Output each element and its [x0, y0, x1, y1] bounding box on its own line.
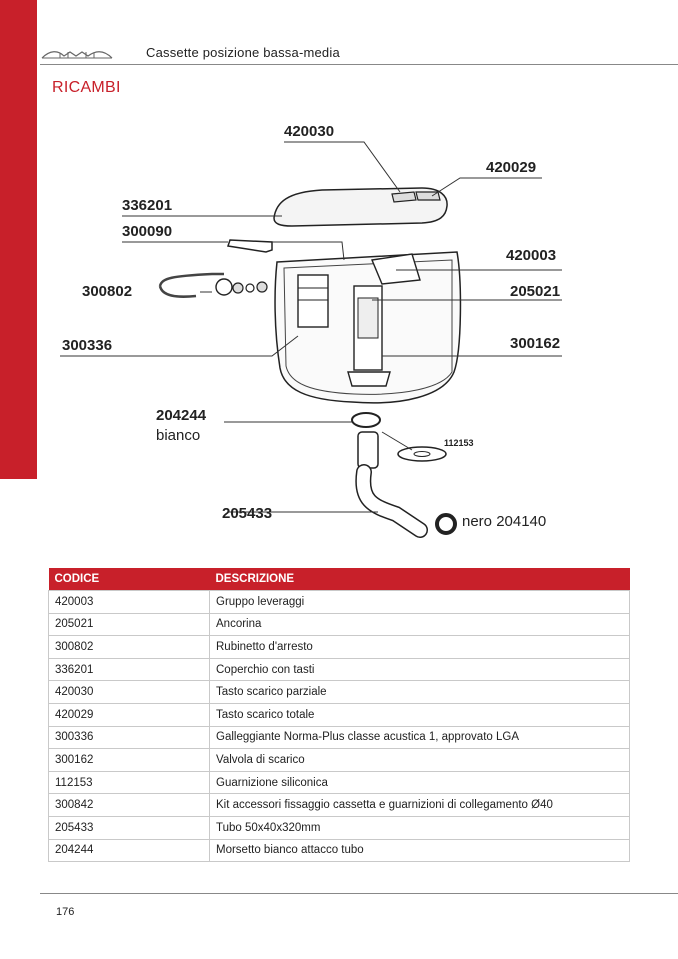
- table-row: [49, 794, 630, 817]
- table-row: [49, 591, 630, 614]
- black-ring-part: [437, 515, 455, 533]
- code-cell: 112153: [49, 771, 210, 794]
- code-cell: 300802: [49, 636, 210, 659]
- parts-table: [48, 568, 630, 862]
- code-cell: 300336: [49, 726, 210, 749]
- label-204140: nero 204140: [462, 513, 547, 530]
- label-205021: 205021: [510, 283, 561, 300]
- label-336201: 336201: [122, 197, 173, 214]
- code-cell: 420029: [49, 703, 210, 726]
- section-title: RICAMBI: [52, 79, 121, 96]
- code-cell: 204244: [49, 839, 210, 862]
- header-title: Cassette posizione bassa-media: [146, 45, 340, 60]
- label-420003: 420003: [506, 247, 557, 264]
- description-cell: Guarnizione siliconica: [210, 771, 630, 794]
- column-header-description: DESCRIZIONE: [210, 568, 630, 591]
- table-row: [49, 658, 630, 681]
- label-204244: 204244: [156, 407, 207, 424]
- description-cell: Tasto scarico totale: [210, 703, 630, 726]
- header-divider: [40, 64, 678, 65]
- code-cell: 420003: [49, 591, 210, 614]
- table-row: [49, 816, 630, 839]
- side-accent-bar: [0, 0, 37, 479]
- lever-clip-part: [228, 240, 272, 252]
- label-112153: 112153: [444, 438, 474, 448]
- label-204244-bianco: bianco: [156, 427, 201, 444]
- code-cell: 336201: [49, 658, 210, 681]
- table-row: [49, 749, 630, 772]
- code-cell: 205433: [49, 816, 210, 839]
- code-cell: 420030: [49, 681, 210, 704]
- code-cell: 205021: [49, 613, 210, 636]
- description-cell: Morsetto bianco attacco tubo: [210, 839, 630, 862]
- code-cell: 300842: [49, 794, 210, 817]
- page-number: 176: [56, 906, 75, 918]
- description-cell: Ancorina: [210, 613, 630, 636]
- clamp-ring-part: [352, 413, 380, 427]
- table-row: [49, 726, 630, 749]
- label-300802: 300802: [82, 283, 133, 300]
- code-cell: 300162: [49, 749, 210, 772]
- description-cell: Coperchio con tasti: [210, 658, 630, 681]
- stopcock-part: [160, 274, 224, 297]
- table-row: [49, 771, 630, 794]
- table-row: [49, 703, 630, 726]
- label-420029: 420029: [486, 159, 537, 176]
- spare-parts-diagram: [52, 110, 632, 550]
- description-cell: Tubo 50x40x320mm: [210, 816, 630, 839]
- brand-logo-icon: [40, 44, 114, 66]
- description-cell: Valvola di scarico: [210, 749, 630, 772]
- description-cell: Kit accessori fissaggio cassetta e guarnizioni di collegamento Ø40: [210, 794, 630, 817]
- label-420030: 420030: [284, 123, 335, 140]
- table-row: [49, 636, 630, 659]
- description-cell: Tasto scarico parziale: [210, 681, 630, 704]
- description-cell: Galleggiante Norma-Plus classe acustica 1, approvato LGA: [210, 726, 630, 749]
- description-cell: Gruppo leveraggi: [210, 591, 630, 614]
- column-header-code: CODICE: [49, 568, 210, 591]
- label-300336: 300336: [62, 337, 113, 354]
- description-cell: Rubinetto d'arresto: [210, 636, 630, 659]
- table-row: [49, 839, 630, 862]
- footer-divider: [40, 893, 678, 894]
- table-row: [49, 681, 630, 704]
- table-header-row: [49, 568, 630, 591]
- table-row: [49, 613, 630, 636]
- label-205433: 205433: [222, 505, 273, 522]
- label-300090: 300090: [122, 223, 173, 240]
- label-300162: 300162: [510, 335, 561, 352]
